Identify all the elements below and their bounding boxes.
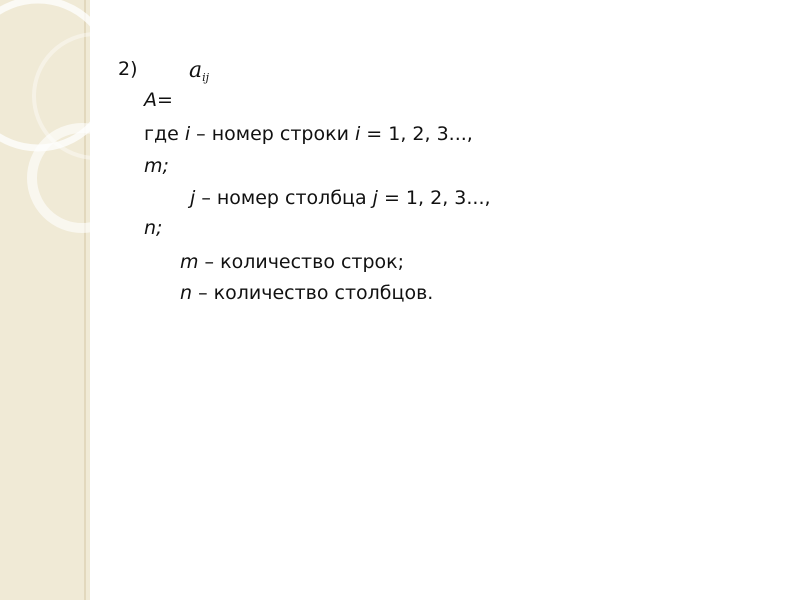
- matrix-element-formula: $a_{ij}$: [189, 58, 210, 84]
- column-index-line: j – номер столбца j = 1, 2, 3...,: [190, 187, 491, 209]
- row-index-line: где i – номер строки i = 1, 2, 3...,: [144, 123, 473, 145]
- row-count-line: m – количество строк;: [180, 251, 405, 273]
- item-number: 2): [118, 58, 138, 80]
- column-range-end: n;: [144, 217, 163, 239]
- matrix-definition-line: A=: [144, 89, 173, 111]
- row-range-end: m;: [144, 155, 169, 177]
- column-count-line: n – количество столбцов.: [180, 282, 434, 304]
